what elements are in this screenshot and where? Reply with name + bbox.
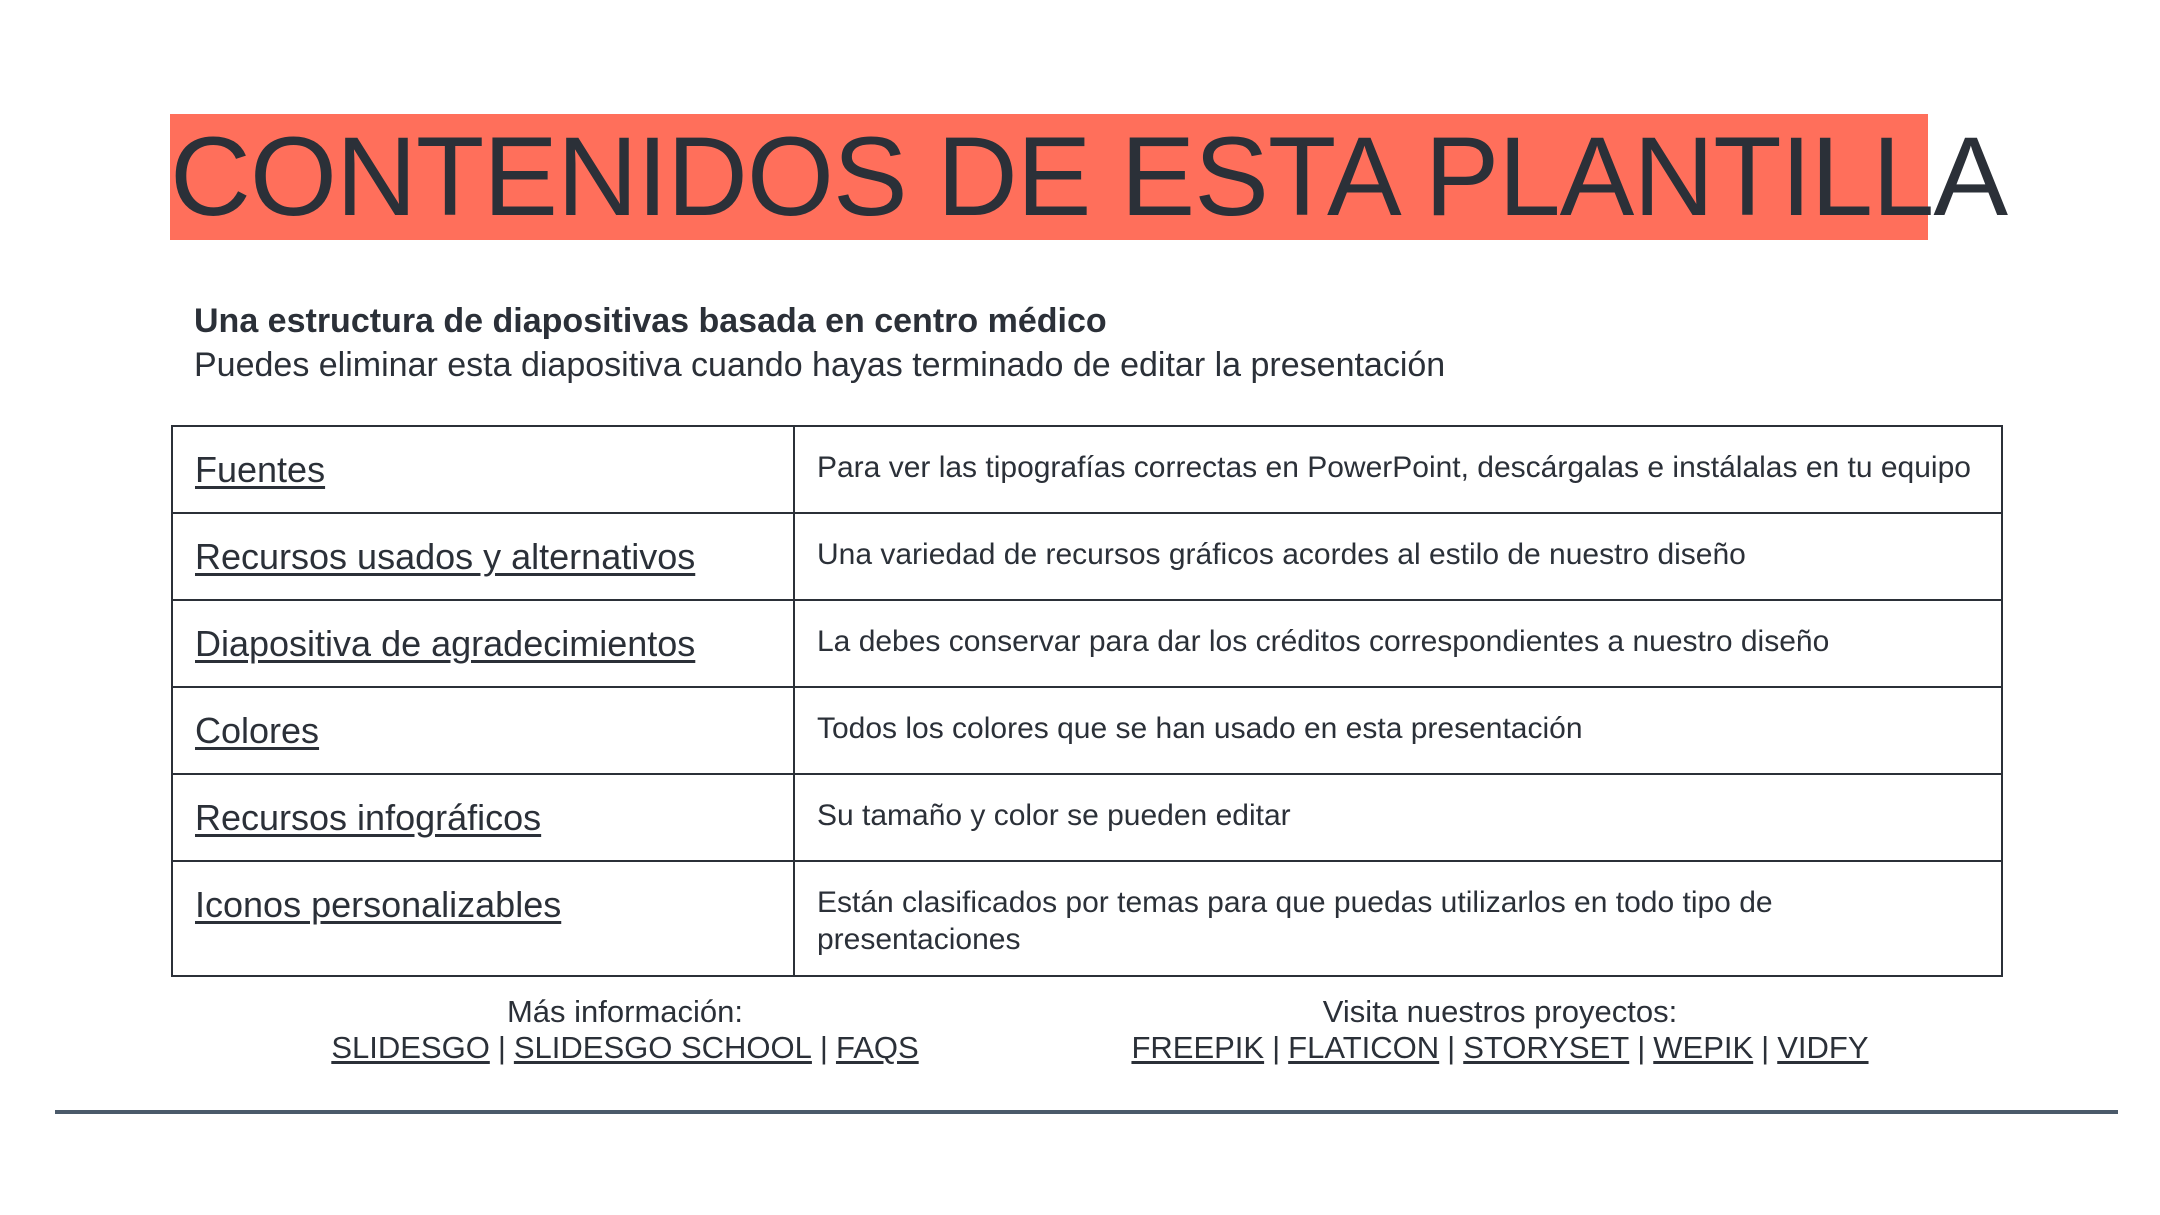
bottom-divider (55, 1110, 2118, 1114)
table-row (172, 513, 2002, 600)
row-description: Para ver las tipografías correctas en PowerPoint, descárgalas e instálalas en tu equipo (816, 451, 1971, 484)
footer-separator: | (1447, 1030, 1456, 1065)
subtitle-regular: Puedes eliminar esta diapositiva cuando hayas terminado de editar la presentación (194, 346, 1446, 384)
footer-separator: | (1637, 1030, 1646, 1065)
link-slidesgo-school[interactable]: SLIDESGO SCHOOL (513, 1030, 812, 1065)
table-row (172, 687, 2002, 774)
row-description: Todos los colores que se han usado en esta presentación (816, 712, 1583, 745)
subtitle-block (194, 299, 1894, 387)
link-recursos-infograficos[interactable]: Recursos infográficos (195, 797, 542, 838)
footer-left-links (260, 1030, 990, 1066)
link-fuentes[interactable]: Fuentes (195, 449, 326, 490)
row-description: Una variedad de recursos gráficos acordes al estilo de nuestro diseño (816, 538, 1746, 571)
link-storyset[interactable]: STORYSET (1463, 1030, 1630, 1065)
footer-more-info (260, 994, 990, 1066)
footer-right-links (1100, 1030, 1900, 1066)
footer-right-heading: Visita nuestros proyectos: (1322, 994, 1678, 1029)
contents-table (171, 425, 2003, 977)
link-colores[interactable]: Colores (195, 710, 320, 751)
table-row (172, 426, 2002, 513)
footer-separator: | (1272, 1030, 1281, 1065)
subtitle-bold: Una estructura de diapositivas basada en centro médico (194, 302, 1107, 340)
footer-projects (1100, 994, 1900, 1066)
link-iconos-personalizables[interactable]: Iconos personalizables (195, 884, 562, 925)
link-slidesgo[interactable]: SLIDESGO (331, 1030, 490, 1065)
page-title: CONTENIDOS DE ESTA PLANTILLA (170, 114, 2008, 239)
row-description: La debes conservar para dar los créditos correspondientes a nuestro diseño (816, 625, 1830, 658)
footer-separator: | (819, 1030, 828, 1065)
footer-separator: | (497, 1030, 506, 1065)
link-vidfy[interactable]: VIDFY (1777, 1030, 1869, 1065)
table-row (172, 861, 2002, 976)
table-row (172, 600, 2002, 687)
table-row (172, 774, 2002, 861)
footer-separator: | (1761, 1030, 1770, 1065)
row-description: Están clasificados por temas para que puedas utilizarlos en todo tipo de presentaciones (816, 886, 1773, 956)
link-freepik[interactable]: FREEPIK (1131, 1030, 1265, 1065)
footer-left-heading: Más información: (506, 994, 744, 1029)
link-flaticon[interactable]: FLATICON (1288, 1030, 1440, 1065)
link-diapositiva-agradecimientos[interactable]: Diapositiva de agradecimientos (195, 623, 696, 664)
link-recursos-usados[interactable]: Recursos usados y alternativos (195, 536, 696, 577)
row-description: Su tamaño y color se pueden editar (816, 799, 1291, 832)
link-faqs[interactable]: FAQS (835, 1030, 919, 1065)
link-wepik[interactable]: WEPIK (1653, 1030, 1754, 1065)
